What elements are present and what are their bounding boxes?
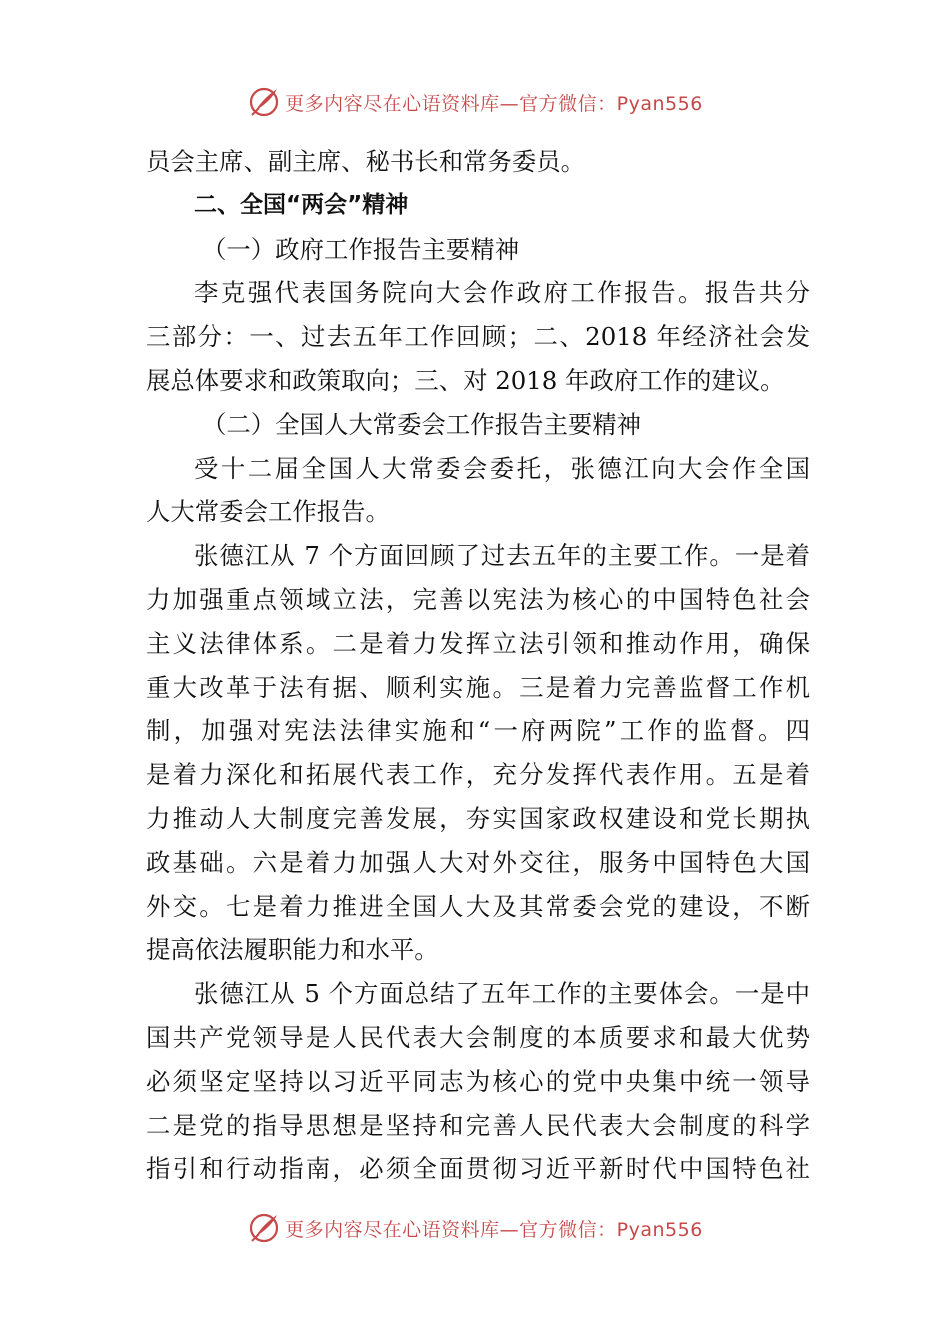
paragraph-line: 展总体要求和政策取向；三、对 2018 年政府工作的建议。: [146, 365, 785, 395]
paragraph-line: 制，加强对宪法法律实施和“一府两院”工作的监督。四: [146, 716, 810, 746]
paragraph-line: 国共产党领导是人民代表大会制度的本质要求和最大优势: [146, 1022, 810, 1052]
paragraph-line: 重大改革于法有据、顺利实施。三是着力完善监督工作机: [146, 672, 810, 702]
watermark-text: 更多内容尽在心语资料库—官方微信：Pyan556: [285, 1218, 703, 1241]
paragraph-line: 人大常委会工作报告。: [146, 497, 390, 527]
paragraph-line: 主义法律体系。二是着力发挥立法引领和推动作用，确保: [146, 628, 810, 658]
paragraph-line: 必须坚定坚持以习近平同志为核心的党中央集中统一领导: [146, 1066, 810, 1096]
paragraph-line: 二是党的指导思想是坚持和完善人民代表大会制度的科学: [146, 1110, 810, 1140]
paragraph-line: 力加强重点领域立法，完善以宪法为核心的中国特色社会: [146, 584, 810, 614]
watermark-banner-top: [0, 82, 950, 122]
paragraph-line: 政基础。六是着力加强人大对外交往，服务中国特色大国: [146, 847, 810, 877]
paragraph-line: 力推动人大制度完善发展，夯实国家政权建设和党长期执: [146, 803, 810, 833]
paragraph-line: 受十二届全国人大常委会委托，张德江向大会作全国: [194, 453, 810, 483]
paragraph-line: 指引和行动指南，必须全面贯彻习近平新时代中国特色社: [146, 1154, 810, 1184]
quill-logo-icon: [247, 1211, 281, 1245]
watermark-banner-bottom: [0, 1208, 950, 1248]
quill-logo-icon: [247, 85, 281, 119]
paragraph-line: 李克强代表国务院向大会作政府工作报告。报告共分: [194, 278, 810, 308]
paragraph-line: 提高依法履职能力和水平。: [146, 935, 439, 965]
watermark-text: 更多内容尽在心语资料库—官方微信：Pyan556: [285, 92, 703, 115]
paragraph-line: 张德江从 5 个方面总结了五年工作的主要体会。一是中: [194, 979, 810, 1009]
paragraph-line: 员会主席、副主席、秘书长和常务委员。: [146, 147, 586, 176]
paragraph-line: 三部分：一、过去五年工作回顾；二、2018 年经济社会发: [146, 322, 810, 352]
paragraph-line: 是着力深化和拓展代表工作，充分发挥代表作用。五是着: [146, 760, 810, 790]
document-body: [146, 140, 810, 1191]
subsection-heading: （一）政府工作报告主要精神: [202, 234, 520, 264]
subsection-heading: （二）全国人大常委会工作报告主要精神: [202, 409, 642, 439]
paragraph-line: 外交。七是着力推进全国人大及其常委会党的建设，不断: [146, 891, 810, 921]
paragraph-line: 张德江从 7 个方面回顾了过去五年的主要工作。一是着: [194, 541, 810, 571]
section-heading: 二、全国“两会”精神: [194, 191, 409, 218]
